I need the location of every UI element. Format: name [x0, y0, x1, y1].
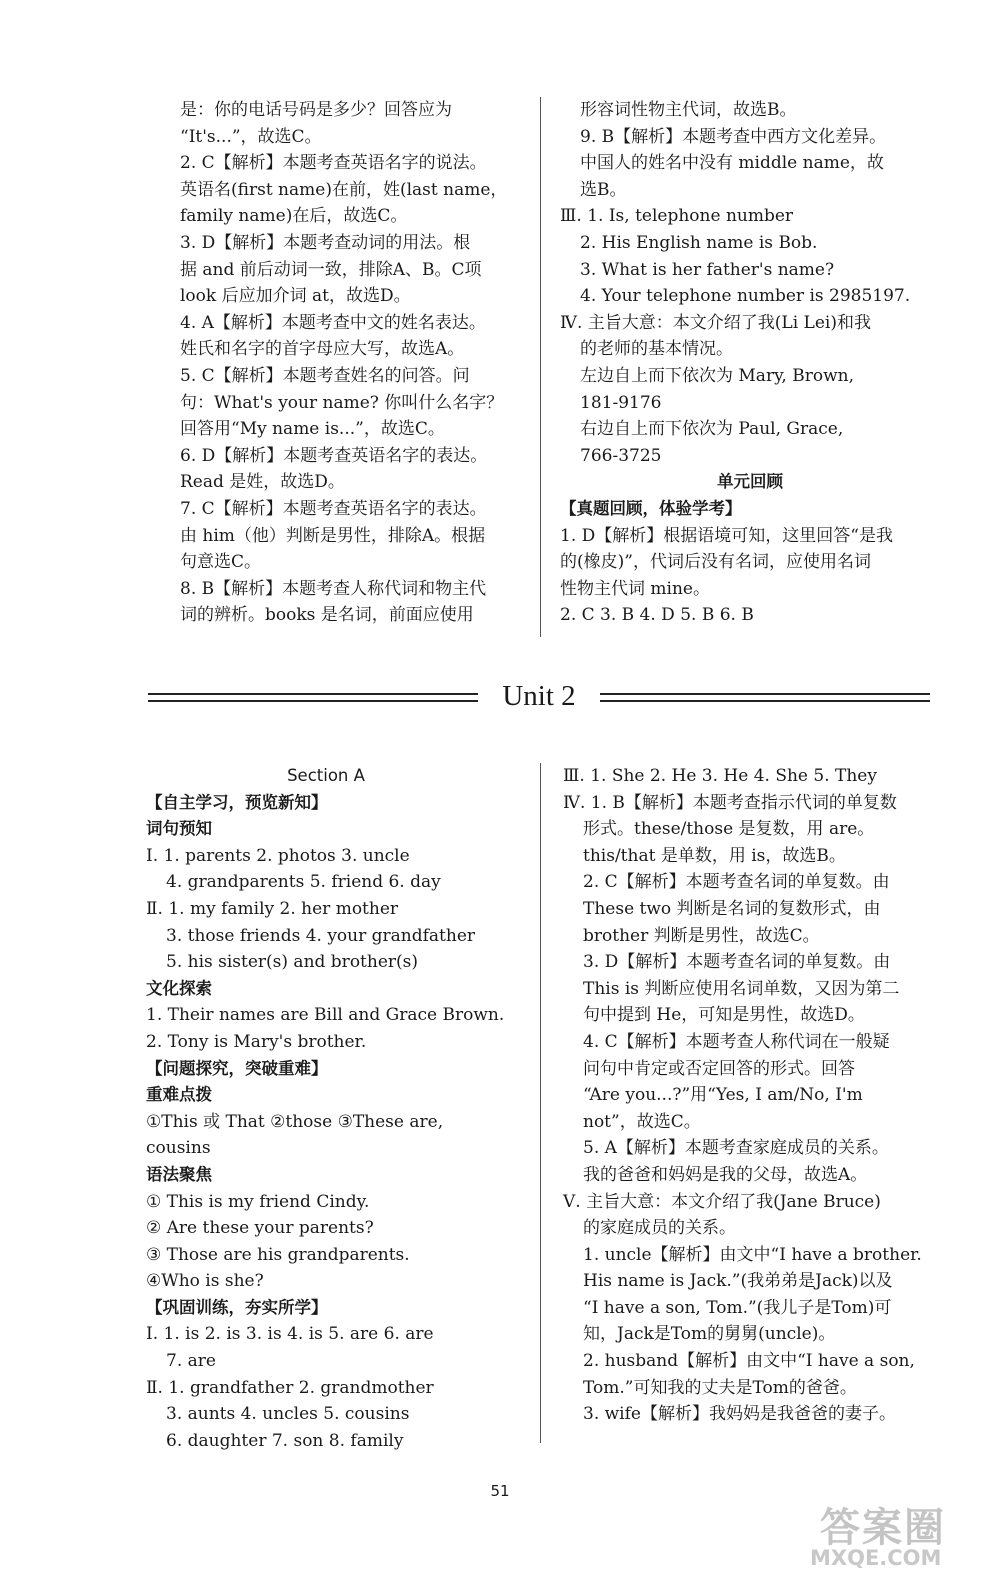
text-line: Ⅴ. 主旨大意：本文介绍了我(Jane Bruce)	[563, 1191, 881, 1212]
text-line: Ⅳ. 1. B【解析】本题考查指示代词的单复数	[563, 792, 897, 813]
text-line: 性物主代词 mine。	[560, 578, 710, 599]
text-line: 7. are	[166, 1351, 216, 1372]
text-line: Ⅱ. 1. grandfather 2. grandmother	[146, 1377, 434, 1398]
text-line: 是：你的电话号码是多少？回答应为	[180, 100, 452, 120]
text-line: 3. What is her father's name?	[580, 259, 835, 280]
watermark-logo: 答案圈	[820, 1505, 946, 1551]
sub-heading: 语法聚焦	[146, 1164, 212, 1184]
text-line: 5. A【解析】本题考查家庭成员的关系。	[583, 1138, 889, 1159]
text-line: 据 and 前后动词一致，排除A、B。C项	[180, 259, 482, 280]
text-line: ③ Those are his grandparents.	[146, 1244, 410, 1265]
text-line: 766-3725	[580, 445, 662, 466]
text-line: This is 判断应使用名词单数，又因为第二	[583, 978, 900, 999]
text-line: 形容词性物主代词，故选B。	[580, 100, 797, 120]
text-line: 4. grandparents 5. friend 6. day	[166, 872, 441, 893]
text-line: 6. D【解析】本题考查英语名字的表达。	[180, 445, 488, 466]
text-line: 4. C【解析】本题考查人称代词在一般疑	[583, 1031, 890, 1052]
text-line: 5. his sister(s) and brother(s)	[166, 952, 419, 973]
section-heading: 【自主学习，预览新知】	[146, 792, 328, 812]
text-line: 181-9176	[580, 392, 662, 413]
text-line: ①This 或 That ②those ③These are,	[146, 1111, 444, 1132]
text-line: Ⅱ. 1. my family 2. her mother	[146, 898, 399, 919]
text-line: 3. wife【解析】我妈妈是我爸爸的妻子。	[583, 1404, 896, 1425]
text-line: “It's...”，故选C。	[180, 126, 322, 147]
text-line: 2. Tony is Mary's brother.	[146, 1031, 367, 1052]
text-line: 姓氏和名字的首字母应大写，故选A。	[180, 339, 465, 360]
text-line: Ⅳ. 主旨大意：本文介绍了我(Li Lei)和我	[560, 312, 871, 333]
text-line: 1. D【解析】根据语境可知，这里回答“是我	[560, 525, 893, 546]
text-line: 知，Jack是Tom的舅舅(uncle)。	[583, 1324, 836, 1345]
text-line: 7. C【解析】本题考查英语名字的表达。	[180, 498, 487, 519]
text-line: 回答用“My name is...”，故选C。	[180, 419, 445, 440]
section-heading: 【真题回顾，体验学考】	[560, 498, 742, 518]
top-left-column	[160, 97, 507, 629]
text-line: Ⅰ. 1. parents 2. photos 3. uncle	[146, 845, 410, 866]
text-line: 2. His English name is Bob.	[580, 232, 818, 253]
bottom-left-column	[146, 763, 506, 1454]
text-line: 2. C【解析】本题考查英语名字的说法。	[180, 153, 487, 174]
text-line: 英语名(first name)在前，姓(last name，	[180, 179, 508, 200]
text-line: 由 him（他）判断是男性，排除A。根据	[180, 525, 486, 546]
bottom-right-column	[563, 763, 922, 1428]
text-line: ① This is my friend Cindy.	[146, 1191, 370, 1212]
section-heading: 【问题探究，突破重难】	[146, 1058, 328, 1078]
unit-title	[148, 676, 930, 716]
sub-heading: 重难点拨	[146, 1085, 212, 1105]
text-line: 1. Their names are Bill and Grace Brown.	[146, 1005, 505, 1026]
text-line: family name)在后，故选C。	[180, 206, 408, 227]
text-line: 6. daughter 7. son 8. family	[166, 1430, 404, 1451]
text-line: Ⅲ. 1. She 2. He 3. He 4. She 5. They	[563, 766, 877, 786]
text-line: 3. those friends 4. your grandfather	[166, 925, 476, 946]
sub-heading: 词句预知	[146, 819, 212, 839]
text-line: 9. B【解析】本题考查中西方文化差异。	[580, 126, 887, 147]
text-line: 3. D【解析】本题考查名词的单复数。由	[583, 952, 891, 973]
column-divider-bottom	[540, 763, 541, 1443]
text-line: “Are you...?”用“Yes, I am/No, I'm	[583, 1085, 863, 1106]
unit-title-bar	[148, 676, 930, 716]
text-line: brother 判断是男性，故选C。	[583, 925, 820, 946]
text-line: 3. aunts 4. uncles 5. cousins	[166, 1404, 410, 1425]
text-line: 句意选C。	[180, 552, 262, 573]
text-line: 句中提到 He，可知是男性，故选D。	[583, 1005, 865, 1026]
text-line: These two 判断是名词的复数形式，由	[583, 898, 881, 919]
text-line: ② Are these your parents?	[146, 1218, 374, 1239]
text-line: this/that 是单数，用 is，故选B。	[583, 845, 846, 866]
text-line: 选B。	[580, 179, 627, 200]
section-heading: 【巩固训练，夯实所学】	[146, 1297, 328, 1317]
text-line: 4. Your telephone number is 2985197.	[580, 286, 911, 307]
text-line: look 后应加介词 at，故选D。	[180, 286, 411, 307]
top-right-column	[560, 97, 940, 629]
text-line: 我的爸爸和妈妈是我的父母，故选A。	[583, 1164, 868, 1185]
column-divider-top	[540, 97, 541, 637]
text-line: not”，故选C。	[583, 1111, 701, 1132]
watermark-url: MXQE.COM	[810, 1546, 942, 1570]
text-line: 5. C【解析】本题考查姓名的问答。问	[180, 365, 470, 386]
text-line: 词的辨析。books 是名词，前面应使用	[180, 605, 474, 626]
text-line: 的老师的基本情况。	[580, 339, 733, 360]
watermark	[800, 1496, 980, 1576]
text-line: Read 是姓，故选D。	[180, 472, 345, 493]
text-line: ④Who is she?	[146, 1271, 264, 1292]
text-line: Ⅰ. 1. is 2. is 3. is 4. is 5. are 6. are	[146, 1324, 434, 1345]
text-line: 形式。these/those 是复数，用 are。	[583, 819, 875, 840]
text-line: 8. B【解析】本题考查人称代词和物主代	[180, 578, 487, 599]
text-line: 中国人的姓名中没有 middle name，故	[580, 153, 884, 174]
text-line: Tom.”可知我的丈夫是Tom的爸爸。	[583, 1377, 857, 1398]
text-line: 的(橡皮)”，代词后没有名词，应使用名词	[560, 552, 871, 573]
sub-heading: 文化探索	[146, 978, 212, 998]
text-line: 问句中肯定或否定回答的形式。回答	[583, 1058, 855, 1079]
text-line: His name is Jack.”(我弟弟是Jack)以及	[583, 1271, 893, 1292]
text-line: 句：What's your name? 你叫什么名字？	[180, 392, 504, 413]
section-title: Section A	[287, 766, 365, 785]
text-line: cousins	[146, 1138, 211, 1159]
text-line: 3. D【解析】本题考查动词的用法。根	[180, 232, 471, 253]
text-line: 的家庭成员的关系。	[583, 1218, 736, 1239]
text-line: 2. C【解析】本题考查名词的单复数。由	[583, 872, 890, 893]
section-heading: 单元回顾	[717, 472, 783, 492]
text-line: “I have a son, Tom.”(我儿子是Tom)可	[583, 1297, 892, 1318]
unit-title-text: Unit 2	[490, 680, 587, 712]
text-line: Ⅲ. 1. Is, telephone number	[560, 206, 794, 227]
text-line: 4. A【解析】本题考查中文的姓名表达。	[180, 312, 486, 333]
text-line: 2. husband【解析】由文中“I have a son,	[583, 1351, 915, 1372]
text-line: 左边自上而下依次为 Mary, Brown,	[580, 365, 854, 386]
text-line: 1. uncle【解析】由文中“I have a brother.	[583, 1244, 922, 1265]
text-line: 2. C 3. B 4. D 5. B 6. B	[560, 605, 754, 626]
text-line: 右边自上而下依次为 Paul, Grace,	[580, 419, 844, 440]
page-number: 51	[490, 1482, 510, 1500]
